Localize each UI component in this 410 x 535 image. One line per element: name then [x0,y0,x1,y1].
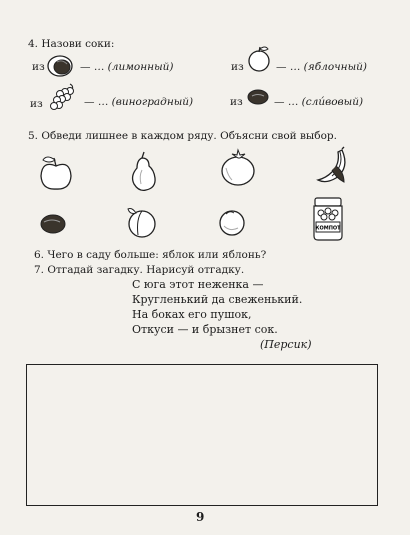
task4-answer-grapes: — … (виноградный) [84,96,194,108]
grapes-icon [46,82,80,116]
page-number: 9 [196,510,205,524]
task4-prefix-grapes: из [30,98,43,110]
task7-heading: 7. Отгадай загадку. Нарисуй отгадку. [34,264,245,276]
task4-answer-apple: — … (яблочный) [276,61,367,73]
task4-prefix-lemon: из [32,61,45,73]
lemon-icon [46,52,74,82]
plum-icon [246,86,270,110]
apple-icon [38,152,74,196]
tomato-icon [218,148,258,192]
compote-label: КОМПОТ [315,225,341,232]
poem-line-3: На боках его пушок, [132,308,252,321]
task5-heading: 5. Обведи лишнее в каждом ряду. Объясни свой выбор. [28,130,337,142]
task4-answer-lemon: — … (лимонный) [80,61,174,73]
plum-icon [38,210,68,240]
pear-icon [128,148,158,196]
apricot-icon [216,206,248,242]
task6-text: 6. Чего в саду больше: яблок или яблонь? [34,249,267,261]
riddle-poem [132,277,302,337]
poem-line-4: Откуси — и брызнет сок. [132,323,278,336]
task4-prefix-apple: из [231,61,244,73]
compote-jar-icon [308,196,348,246]
task4-answer-plum: — … (сли́вовый) [274,96,364,108]
apple-icon [246,44,272,76]
banana-icon [312,146,352,190]
riddle-answer: (Персик) [260,338,312,351]
drawing-answer-box[interactable] [26,364,378,506]
poem-line-2: Кругленький да свеженький. [132,293,303,306]
task4-heading: 4. Назови соки: [28,38,115,50]
peach-icon [126,205,158,243]
poem-line-1: С юга этот неженка — [132,278,264,291]
task4-prefix-plum: из [230,96,243,108]
